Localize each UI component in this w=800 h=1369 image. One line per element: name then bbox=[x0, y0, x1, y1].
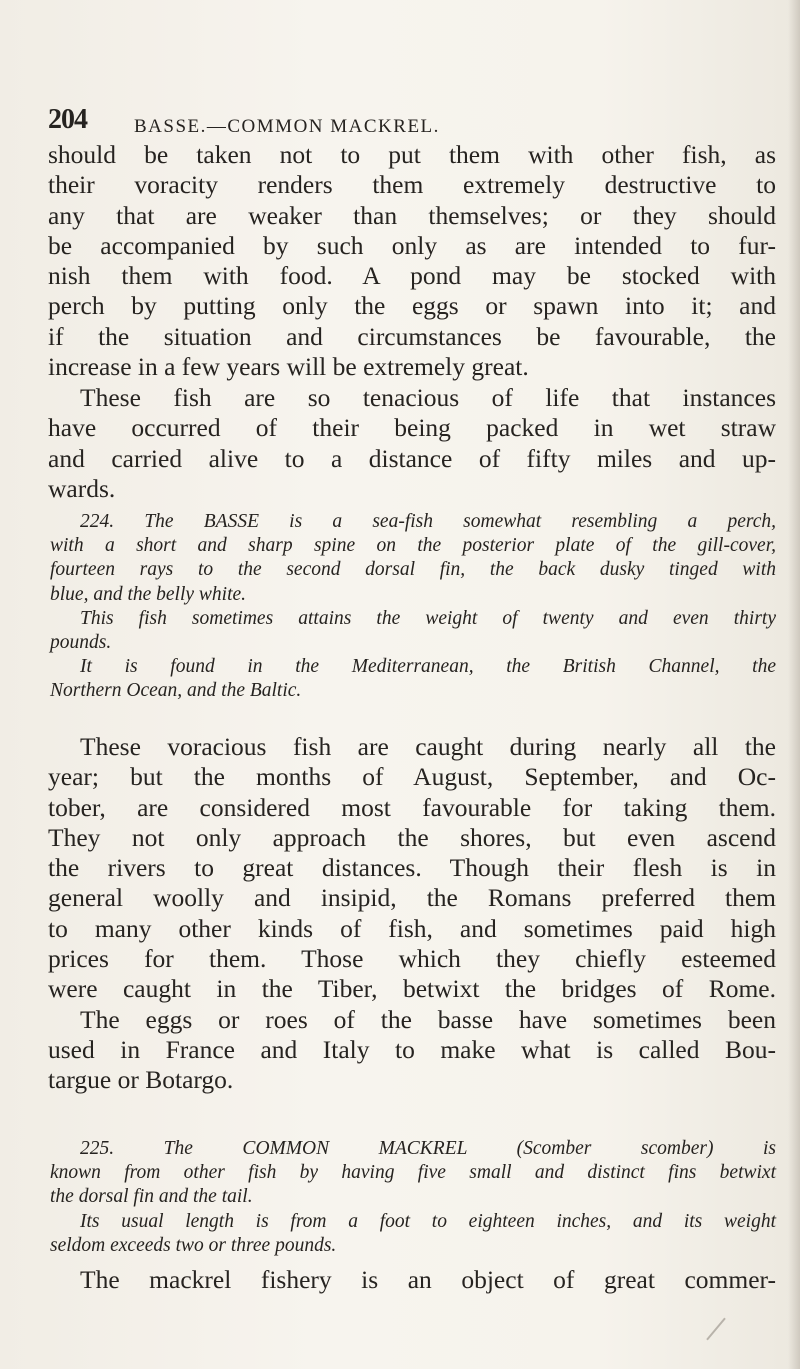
text-line: Its usual length is from a foot to eighteen inches, and its weight bbox=[80, 1210, 776, 1232]
paragraph-3 bbox=[48, 732, 776, 1096]
text-line: with a short and sharp spine on the posterior plate of the gill-cover, bbox=[50, 535, 776, 557]
running-head: BASSE.—COMMON MACKREL. bbox=[134, 116, 440, 137]
paragraph-4 bbox=[48, 1265, 776, 1295]
page-number: 204 bbox=[48, 104, 87, 135]
text-line: fourteen rays to the second dorsal fin, the back dusky tinged with bbox=[50, 559, 776, 581]
text-line: wards. bbox=[48, 473, 116, 503]
text-line: any that are weaker than themselves; or they should bbox=[48, 200, 776, 230]
text-line: The mackrel fishery is an object of great commer- bbox=[80, 1265, 776, 1294]
paragraph-2 bbox=[48, 383, 776, 504]
text-line: the rivers to great distances. Though their flesh is in bbox=[48, 853, 776, 883]
text-line: Northern Ocean, and the Baltic. bbox=[50, 680, 302, 702]
text-line: These voracious fish are caught during nearly all the bbox=[80, 732, 776, 761]
text-line: have occurred of their being packed in wet straw bbox=[48, 413, 776, 443]
text-line: tober, are considered most favourable for taking them. bbox=[48, 792, 776, 822]
pencil-mark bbox=[706, 1318, 726, 1341]
mackrel-description bbox=[50, 1137, 776, 1258]
text-line: and carried alive to a distance of fifty miles and up- bbox=[48, 443, 776, 473]
text-line: seldom exceeds two or three pounds. bbox=[50, 1234, 337, 1256]
text-line: if the situation and circumstances be favourable, the bbox=[48, 321, 776, 351]
basse-description bbox=[50, 510, 776, 704]
text-line: It is found in the Mediterranean, the British Channel, the bbox=[80, 656, 776, 678]
text-line: This fish sometimes attains the weight of twenty and even thirty bbox=[80, 607, 776, 629]
text-line: These fish are so tenacious of life that instances bbox=[80, 383, 776, 412]
text-line: They not only approach the shores, but even ascend bbox=[48, 822, 776, 852]
text-line: increase in a few years will be extremely great. bbox=[48, 352, 529, 382]
text-line: be accompanied by such only as are intended to fur- bbox=[48, 230, 776, 260]
text-line: 225. The COMMON MACKREL (Scomber scomber) is bbox=[80, 1138, 776, 1159]
text-line: to many other kinds of fish, and sometimes paid high bbox=[48, 913, 776, 943]
text-line: blue, and the belly white. bbox=[50, 583, 247, 605]
text-line: targue or Botargo. bbox=[48, 1065, 234, 1095]
text-line: used in France and Italy to make what is called Bou- bbox=[48, 1034, 776, 1064]
text-line: the dorsal fin and the tail. bbox=[50, 1186, 253, 1208]
text-line: year; but the months of August, September, and Oc- bbox=[48, 762, 776, 792]
page-header bbox=[48, 104, 788, 144]
text-line: were caught in the Tiber, betwixt the bridges of Rome. bbox=[48, 974, 776, 1004]
text-line: known from other fish by having five small and distinct fins betwixt bbox=[50, 1162, 776, 1184]
text-line: should be taken not to put them with other fish, as bbox=[48, 140, 776, 169]
text-line: 224. The BASSE is a sea-fish somewhat resembling a perch, bbox=[80, 511, 776, 532]
text-line: general woolly and insipid, the Romans preferred them bbox=[48, 883, 776, 913]
text-line: nish them with food. A pond may be stocked with bbox=[48, 261, 776, 291]
page-edge-shadow bbox=[788, 0, 800, 1369]
text-line: prices for them. Those which they chiefly esteemed bbox=[48, 944, 776, 974]
text-line: their voracity renders them extremely destructive to bbox=[48, 170, 776, 200]
text-line: perch by putting only the eggs or spawn into it; and bbox=[48, 291, 776, 321]
text-line: The eggs or roes of the basse have sometimes been bbox=[80, 1004, 776, 1034]
paragraph-1 bbox=[48, 140, 776, 382]
text-line: pounds. bbox=[50, 632, 112, 654]
